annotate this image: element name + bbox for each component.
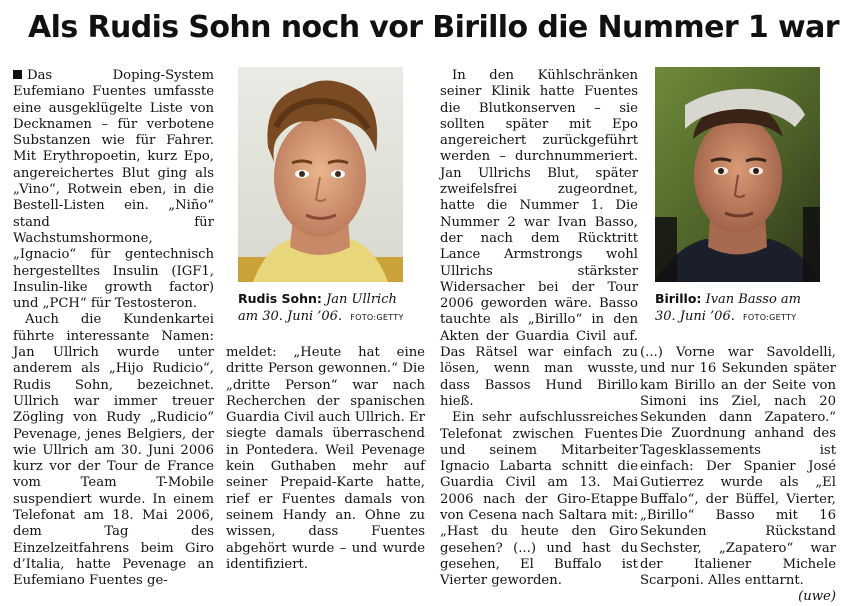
column-4 (640, 345, 836, 606)
column-3 (440, 68, 638, 590)
photo-caption-ullrich (238, 290, 408, 326)
author-signature: (uwe) (798, 589, 836, 605)
paragraph: Das Doping-System Eufemiano Fuentes umfasste eine ausgeklügelte Liste von Decknamen – für verbotene Substanzen wie für Fahrer. Mit Erythropoetin, kurz Epo, angereichertes Blut ging als „Vino“, Rotwein eben, in die Bestell-Listen ein. „Niño“ stand für Wachstumshormone, „Ignacio“ für gentechnisch hergestelltes Insulin (IGF1, Insulin-like growth factor) und „PCH“ für Testosteron. (13, 68, 214, 312)
paragraph: (...) Vorne war Savoldelli, und nur 16 Sekunden später kam Birillo an der Seite von Simoni ins Ziel, nach 20 Sekunden dann Zapatero.“ Die Zuordnung anhand des Tagesklassements ist einfach: Der Spanier José Gutierrez wurde als „El Buffalo“, der Büffel, Vierter, „Birillo“ Basso mit 16 Sekunden Rückstand Sechster, „Zapatero“ war der Italiener Michele Scarponi. Alles enttarnt. (uwe) (640, 345, 836, 605)
paragraph: meldet: „Heute hat eine dritte Person gewonnen.“ Die „dritte Person“ war nach Recherchen der spanischen Guardia Civil auch Ullrich. Er siegte damals überraschend in Pontedera. Weil Pevenage kein Guthaben mehr auf seiner Prepaid-Karte hatte, rief er Fuentes damals von seinem Handy an. Ohne zu wissen, dass Fuentes abgehört wurde – und wurde identifiziert. (226, 345, 425, 572)
column-1 (13, 68, 214, 590)
photo-jan-ullrich (238, 67, 403, 282)
photo-credit: FOTO:GETTY (350, 313, 404, 322)
column-2 (226, 345, 425, 573)
caption-name: Rudis Sohn: (238, 291, 322, 306)
paragraph: In den Kühlschränken seiner Klinik hatte Fuentes die Blutkonserven – sie sollten später mit Epo angereichert zurückgeführt werden – durchnummeriert. Jan Ullrichs Blut, später zweifelsfrei zugeordnet, hatte die Nummer 1. Die Nummer 2 war Ivan Basso, der nach dem Rücktritt Lance Armstrongs wohl Ullrichs stärkster Widersacher bei der Tour 2006 geworden wäre. Basso tauchte als „Birillo“ in den Akten der Guardia Civil auf. Das Rätsel war einfach zu lösen, wenn man wusste, dass Bassos Hund Birillo hieß. (440, 68, 638, 409)
portrait-image (655, 67, 820, 282)
bullet-square-icon (13, 70, 22, 79)
headline: Als Rudis Sohn noch vor Birillo die Nummer 1 war (28, 10, 839, 45)
paragraph: Ein sehr aufschlussreiches Telefonat zwischen Fuentes und seinem Mitarbeiter Ignacio Labarta schnitt die Guardia Civil am 13. Mai 2006 nach der Giro-Etappe von Cesena nach Saltara mit: „Hast du heute den Giro gesehen? (...) und hast du gesehen, El Buffalo ist Vierter geworden. (440, 410, 638, 589)
caption-description: Jan Ullrich am 30. Juni ’06. (238, 292, 397, 324)
photo-credit: FOTO:GETTY (743, 313, 797, 322)
photo-caption-basso (655, 290, 825, 326)
photo-ivan-basso (655, 67, 820, 282)
caption-name: Birillo: (655, 291, 702, 306)
paragraph: Auch die Kundenkartei führte interessante Namen: Jan Ullrich wurde unter anderem als „Hijo Rudicio“, Rudis Sohn, bezeichnet. Ullrich war immer treuer Zögling von Rudy „Rudicio“ Pevenage, jenes Belgiers, der wie Ullrich am 30. Juni 2006 kurz vor der Tour de France vom Team T-Mobile suspendiert wurde. In einem Telefonat am 18. Mai 2006, dem Tag des Einzelzeitfahrens beim Giro d’Italia, hatte Pevenage an Eufemiano Fuentes ge- (13, 312, 214, 589)
caption-description: Ivan Basso am 30. Juni ’06. (655, 292, 801, 324)
portrait-image (238, 67, 403, 282)
